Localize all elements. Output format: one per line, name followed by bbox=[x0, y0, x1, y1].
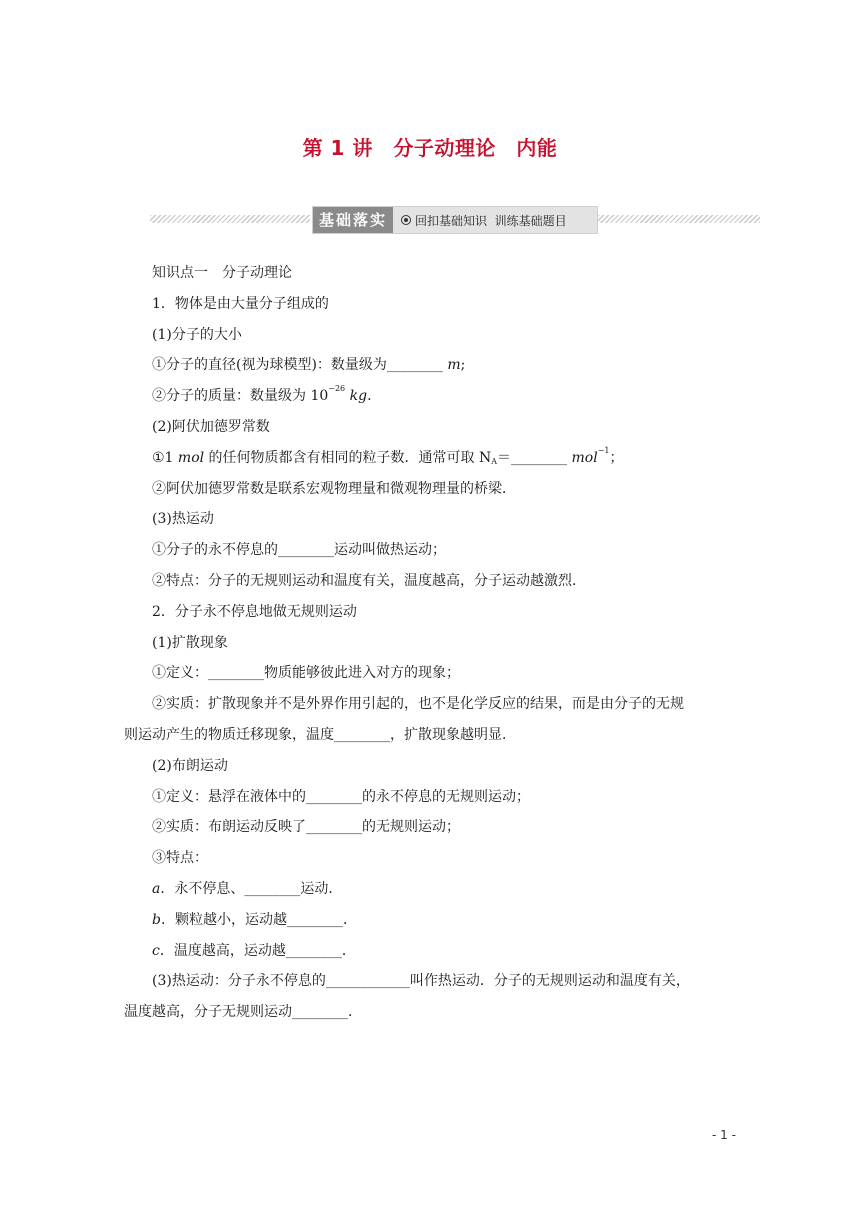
text-line bbox=[124, 381, 744, 412]
continuation-line: 温度越高，分子无规则运动________． bbox=[124, 1004, 362, 1021]
page-title: 第 1 讲 分子动理论 内能 bbox=[302, 136, 558, 160]
line-text: ①分子的直径(视为球模型)：数量级为________ bbox=[152, 357, 448, 374]
item-text: ．永不停息、________运动． bbox=[160, 880, 343, 897]
unit-text: kg bbox=[345, 388, 368, 405]
continuation-line: 则运动产生的物质迁移现象，温度________，扩散现象越明显． bbox=[124, 726, 516, 743]
fill-in-line: ②实质：布朗运动反映了________的无规则运动； bbox=[152, 819, 460, 836]
line-text: ; bbox=[460, 357, 466, 374]
line-text: ＝________ bbox=[497, 449, 572, 466]
list-item bbox=[124, 874, 744, 905]
subheading: (2)阿伏加德罗常数 bbox=[152, 418, 270, 435]
list-item bbox=[124, 905, 744, 936]
item-label: a bbox=[152, 880, 161, 897]
heading-2: 2．分子永不停息地做无规则运动 bbox=[152, 603, 357, 620]
fill-in-line: ①分子的永不停息的________运动叫做热运动； bbox=[152, 542, 446, 559]
subheading: (2)布朗运动 bbox=[152, 757, 228, 774]
text-line: ②特点：分子的无规则运动和温度有关，温度越高，分子运动越激烈． bbox=[152, 572, 586, 589]
list-item bbox=[124, 936, 744, 967]
subheading: (1)分子的大小 bbox=[152, 326, 242, 343]
fill-in-line: ①定义：________物质能够彼此进入对方的现象； bbox=[152, 665, 460, 682]
item-label: c bbox=[152, 942, 160, 959]
banner-stripe-right bbox=[598, 215, 760, 223]
subheading: (1)扩散现象 bbox=[152, 634, 228, 651]
banner-box bbox=[312, 206, 598, 234]
unit-text: mol bbox=[571, 449, 598, 466]
line-text: . bbox=[367, 388, 372, 405]
exponent: −1 bbox=[597, 445, 610, 455]
section-banner bbox=[150, 206, 760, 234]
item-text: ．颗粒越小，运动越________． bbox=[160, 911, 357, 928]
banner-heading: 基础落实 bbox=[313, 207, 393, 233]
fill-in-line bbox=[124, 350, 744, 381]
page-number: - 1 - bbox=[712, 1128, 736, 1142]
text-line: ③特点： bbox=[152, 850, 208, 867]
line-text: ①1 bbox=[152, 449, 178, 466]
section-heading: 知识点一 分子动理论 bbox=[152, 265, 292, 281]
unit-text: mol bbox=[177, 449, 205, 466]
target-icon bbox=[401, 215, 411, 225]
exponent: −26 bbox=[328, 384, 346, 394]
heading-1: 1．物体是由大量分子组成的 bbox=[152, 295, 329, 312]
line-text: ； bbox=[609, 449, 624, 466]
banner-stripe-left bbox=[150, 215, 310, 223]
fill-in-line bbox=[124, 443, 744, 474]
document-body bbox=[124, 258, 744, 1028]
item-label: b bbox=[152, 911, 161, 928]
banner-subtitle: 回扣基础知识 训练基础题目 bbox=[415, 213, 567, 228]
item-text: ．温度越高，运动越________． bbox=[159, 942, 356, 959]
fill-in-line: (3)热运动：分子永不停息的____________叫作热运动．分子的无规则运动和温度有关， bbox=[152, 973, 690, 990]
subheading: (3)热运动 bbox=[152, 511, 214, 528]
line-text: ②分子的质量：数量级为 10 bbox=[152, 388, 329, 405]
text-line: ②实质：扩散现象并不是外界作用引起的，也不是化学反应的结果，而是由分子的无规 bbox=[152, 696, 684, 713]
subscript: A bbox=[491, 456, 498, 466]
text-line: ②阿伏加德罗常数是联系宏观物理量和微观物理量的桥梁． bbox=[152, 480, 516, 497]
fill-in-line: ①定义：悬浮在液体中的________的永不停息的无规则运动； bbox=[152, 788, 530, 805]
unit-text: m bbox=[447, 357, 461, 374]
line-text: 的任何物质都含有相同的粒子数．通常可取 N bbox=[204, 449, 492, 466]
